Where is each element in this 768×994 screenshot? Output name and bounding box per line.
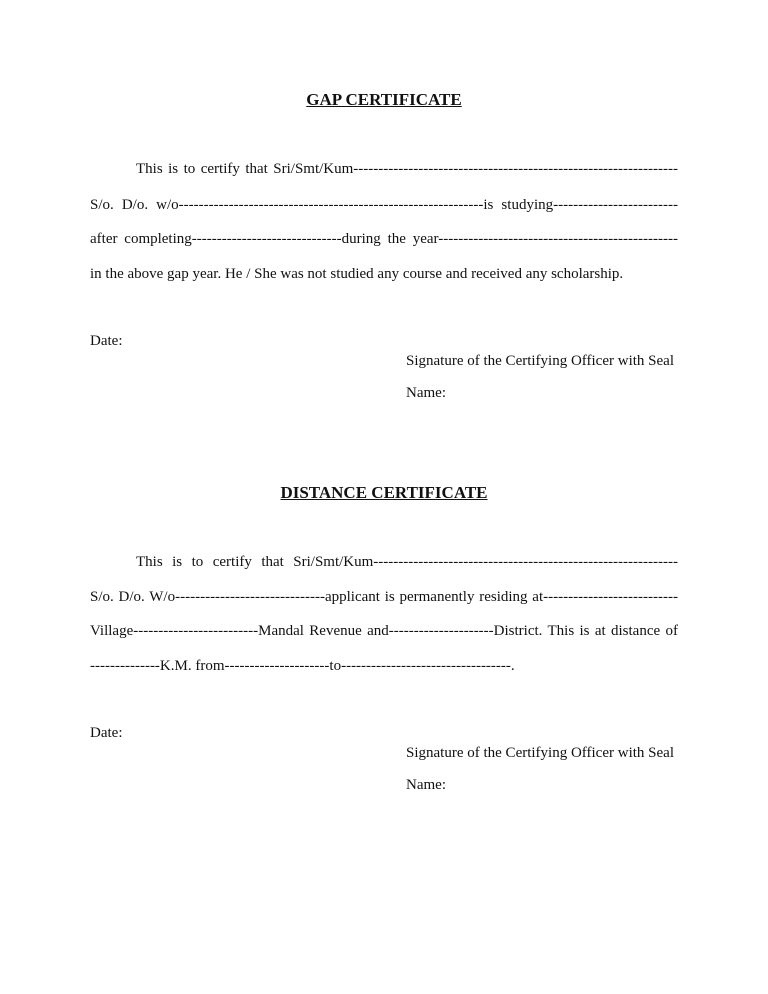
distance-name-label: Name: bbox=[406, 777, 446, 793]
gap-signature-label: Signature of the Certifying Officer with Seal bbox=[406, 353, 674, 369]
distance-line-4: --------------K.M. from---------------------to----------------------------------. bbox=[90, 658, 515, 674]
distance-certificate-title: DISTANCE CERTIFICATE bbox=[280, 483, 488, 502]
distance-line-2: S/o. D/o. W/o------------------------------applicant is permanently residing at--------------------------- bbox=[90, 589, 678, 605]
gap-line-4: in the above gap year. He / She was not studied any course and received any scholarship. bbox=[90, 266, 624, 282]
distance-line-3: Village-------------------------Mandal Revenue and---------------------District. This is at distance of bbox=[90, 623, 678, 639]
gap-date-label: Date: bbox=[90, 333, 123, 349]
distance-date-label: Date: bbox=[90, 725, 123, 741]
gap-line-1: This is to certify that Sri/Smt/Kum----------------------------------------------------------------- bbox=[136, 161, 678, 177]
gap-line-2: S/o. D/o. w/o-------------------------------------------------------------is studying------------------------- bbox=[90, 197, 678, 213]
gap-name-label: Name: bbox=[406, 385, 446, 401]
gap-certificate-title: GAP CERTIFICATE bbox=[306, 90, 462, 109]
distance-signature-label: Signature of the Certifying Officer with Seal bbox=[406, 745, 674, 761]
gap-line-3: after completing------------------------------during the year------------------------------------------------ bbox=[90, 231, 678, 247]
distance-line-1: This is to certify that Sri/Smt/Kum------------------------------------------------------------- bbox=[136, 554, 678, 570]
